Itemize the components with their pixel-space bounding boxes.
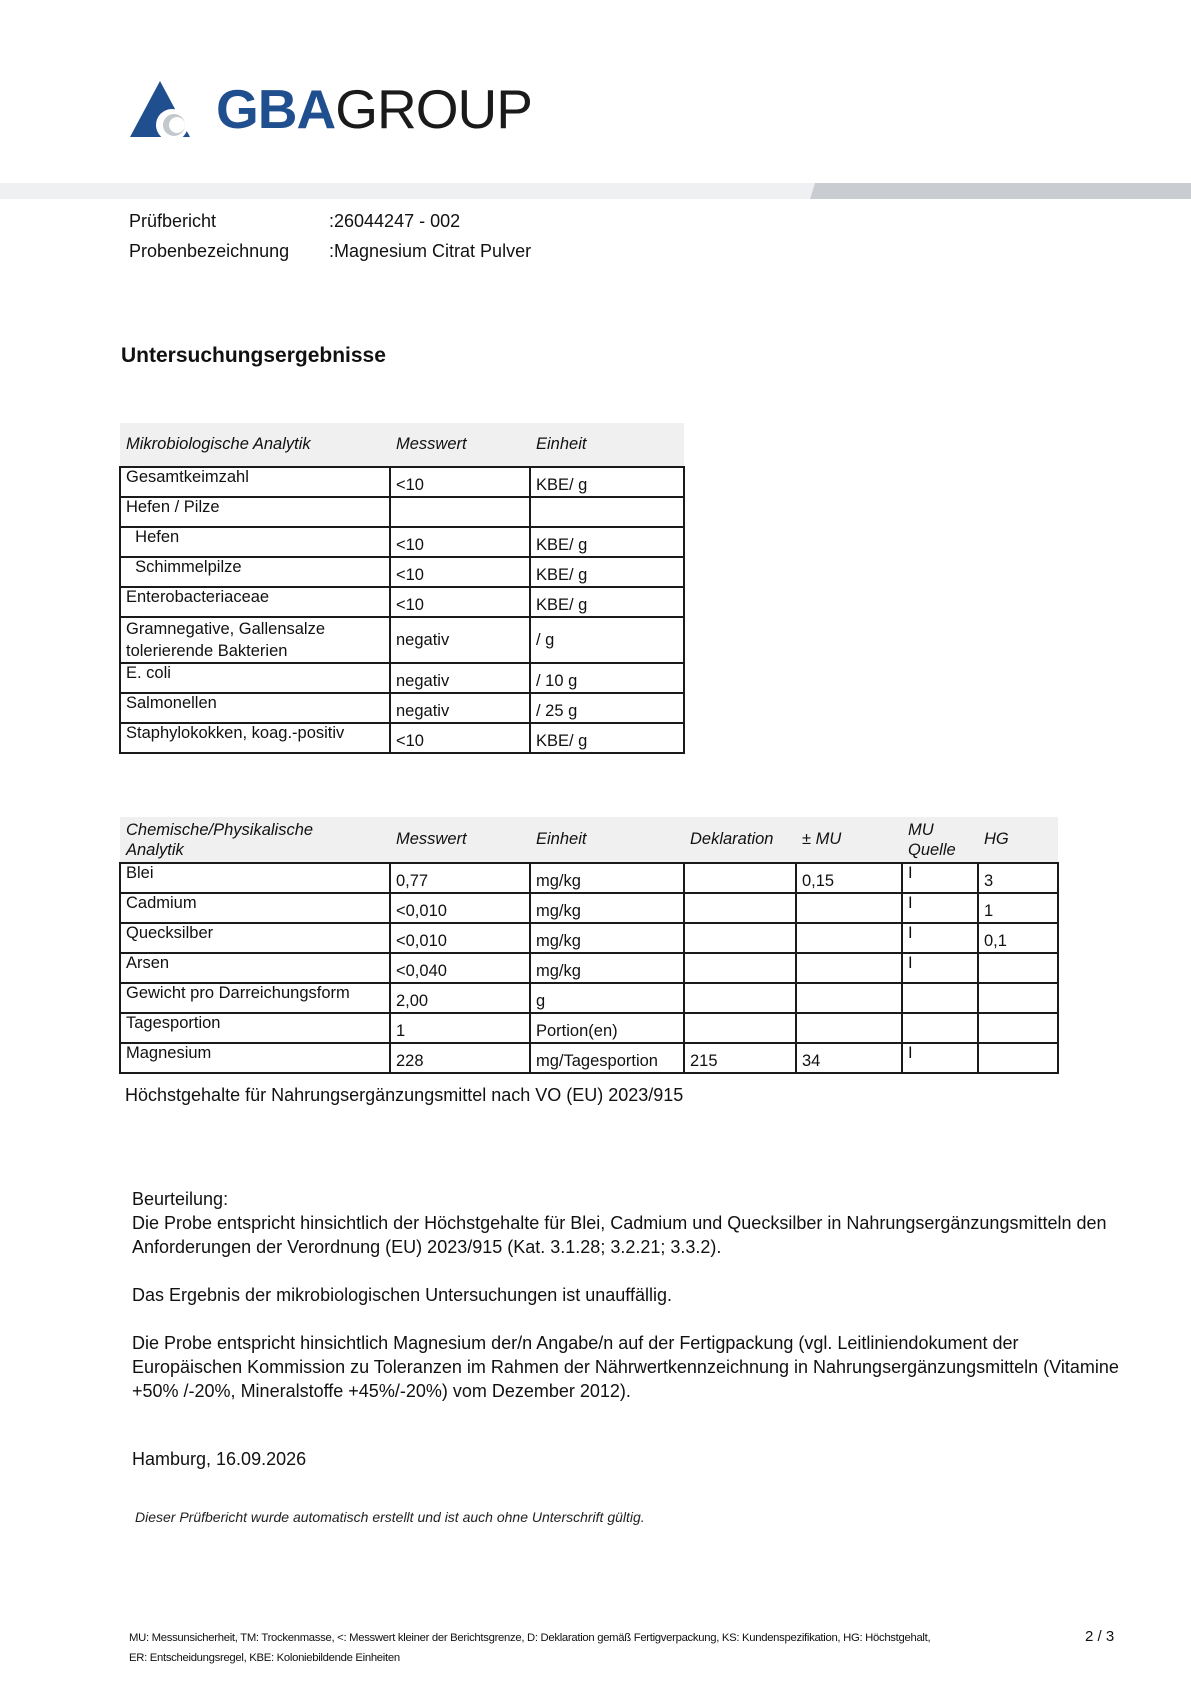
micro-name: Schimmelpilze [120,557,390,587]
assessment-paragraph-micro: Das Ergebnis der mikrobiologischen Untersuchungen ist unauffällig. [132,1285,672,1305]
chem-unit: mg/kg [530,923,684,953]
chem-source: I [902,953,978,983]
chem-unit: mg/kg [530,953,684,983]
micro-name: Gesamtkeimzahl [120,467,390,497]
micro-name: Staphylokokken, koag.-positiv [120,723,390,753]
micro-value: <10 [390,557,530,587]
chem-unit: mg/kg [530,863,684,893]
report-number-value: :26044247 - 002 [329,211,461,231]
chem-header-mu: ± MU [796,817,902,863]
micro-unit: KBE/ g [530,587,684,617]
chem-value: <0,040 [390,953,530,983]
chem-source: I [902,893,978,923]
table-row [120,693,684,723]
chem-hg [978,1043,1058,1073]
report-number-label: Prüfbericht [129,211,217,231]
chem-source: I [902,863,978,893]
micro-value: negativ [390,663,530,693]
table-row [120,953,1058,983]
footer-legend-line1: MU: Messunsicherheit, TM: Trockenmasse, <: Messwert kleiner der Berichtsgrenze, D: Deklaration gemäß Fertigverpackung, KS: Kundenspezifikation, HG: Höchstgehalt, [129,1632,931,1644]
chem-value: 0,77 [390,863,530,893]
chem-mu [796,983,902,1013]
chem-declaration [684,983,796,1013]
gba-logo-icon [130,79,202,139]
chem-unit: mg/Tagesportion [530,1043,684,1073]
chem-header-source [902,817,978,863]
chem-header-analysis-line1: Chemische/Physikalische [126,820,314,839]
chem-mu [796,923,902,953]
micro-unit: KBE/ g [530,467,684,497]
table-row [120,863,1058,893]
micro-unit: / 10 g [530,663,684,693]
micro-unit [530,497,684,527]
sample-name-row [129,240,629,262]
chem-hg [978,1013,1058,1043]
max-levels-note: Höchstgehalte für Nahrungsergänzungsmittel nach VO (EU) 2023/915 [125,1085,684,1105]
section-title: Untersuchungsergebnisse [121,344,386,367]
chem-name: Blei [120,863,390,893]
chem-header-hg: HG [978,817,1058,863]
micro-header-unit: Einheit [530,423,684,467]
chem-table [119,817,1059,1074]
chem-hg: 1 [978,893,1058,923]
chem-mu [796,893,902,923]
table-row [120,723,684,753]
chem-name: Arsen [120,953,390,983]
micro-value: negativ [390,693,530,723]
chem-header-source-line2: Quelle [908,840,956,859]
table-row [120,893,1058,923]
chem-header-row [120,817,1058,863]
micro-value: <10 [390,587,530,617]
table-row [120,587,684,617]
micro-name-line1: Gramnegative, Gallensalze [126,620,326,638]
chem-declaration [684,893,796,923]
chem-name: Quecksilber [120,923,390,953]
chem-source [902,983,978,1013]
chem-value: 228 [390,1043,530,1073]
micro-name: Hefen / Pilze [120,497,390,527]
chem-mu: 34 [796,1043,902,1073]
micro-header-analysis: Mikrobiologische Analytik [120,423,390,467]
chem-header-value: Messwert [390,817,530,863]
chem-declaration [684,923,796,953]
logo-text-bold: GBA [216,78,336,140]
chem-hg: 3 [978,863,1058,893]
chem-declaration [684,953,796,983]
chem-unit: mg/kg [530,893,684,923]
sample-name-value: :Magnesium Citrat Pulver [329,241,532,261]
sample-name-label: Probenbezeichnung [129,241,290,261]
header-stripe [0,183,1191,199]
micro-name-line2: tolerierende Bakterien [126,642,288,660]
table-row [120,663,684,693]
auto-generated-note: Dieser Prüfbericht wurde automatisch erstellt und ist auch ohne Unterschrift gültig. [135,1509,645,1525]
micro-table [119,423,685,754]
chem-header-source-line1: MU [908,820,934,839]
table-row [120,1043,1058,1073]
logo-text-regular: GROUP [335,78,532,140]
footer-legend-line2: ER: Entscheidungsregel, KBE: Koloniebildende Einheiten [129,1652,400,1664]
table-row [120,1013,1058,1043]
chem-header-unit: Einheit [530,817,684,863]
chem-name: Cadmium [120,893,390,923]
chem-value: <0,010 [390,893,530,923]
chem-mu: 0,15 [796,863,902,893]
micro-name: Salmonellen [120,693,390,723]
chem-name: Tagesportion [120,1013,390,1043]
micro-value: <10 [390,723,530,753]
table-row [120,527,684,557]
chem-value: <0,010 [390,923,530,953]
table-row [120,617,684,663]
micro-value [390,497,530,527]
micro-name: Hefen [120,527,390,557]
company-logo [130,78,532,140]
assessment-paragraph-magnesium: Die Probe entspricht hinsichtlich Magnesium der/n Angabe/n auf der Fertigpackung (vgl. Leitliniendokument der Europäischen Kommission zu Toleranzen im Rahmen der Nährwertkennzeichnung in Nahrungsergänzungsmitteln (Vitamine +50% /-20%, Mineralstoffe +45%/-20%) vom Dezember 2012). [132,1333,1119,1401]
chem-unit: Portion(en) [530,1013,684,1043]
chem-name: Gewicht pro Darreichungsform [120,983,390,1013]
micro-unit: KBE/ g [530,557,684,587]
chem-header-analysis [120,817,390,863]
micro-value: <10 [390,527,530,557]
micro-unit: KBE/ g [530,723,684,753]
micro-unit: / g [530,617,684,663]
chem-name: Magnesium [120,1043,390,1073]
assessment-block [132,1187,1132,1427]
micro-unit: KBE/ g [530,527,684,557]
table-row [120,557,684,587]
chem-mu [796,953,902,983]
table-row [120,497,684,527]
assessment-paragraph-metals: Die Probe entspricht hinsichtlich der Höchstgehalte für Blei, Cadmium und Quecksilber in Nahrungsergänzungsmitteln den Anforderungen der Verordnung (EU) 2023/915 (Kat. 3.1.28; 3.2.21; 3.3.2). [132,1213,1107,1257]
chem-hg [978,983,1058,1013]
chem-declaration [684,863,796,893]
micro-unit: / 25 g [530,693,684,723]
chem-hg: 0,1 [978,923,1058,953]
chem-value: 2,00 [390,983,530,1013]
micro-header-value: Messwert [390,423,530,467]
table-row [120,923,1058,953]
chem-mu [796,1013,902,1043]
chem-source [902,1013,978,1043]
chem-source: I [902,1043,978,1073]
chem-header-declaration: Deklaration [684,817,796,863]
micro-value: negativ [390,617,530,663]
chem-declaration [684,1013,796,1043]
table-row [120,983,1058,1013]
assessment-heading: Beurteilung: [132,1189,229,1209]
chem-source: I [902,923,978,953]
chem-value: 1 [390,1013,530,1043]
micro-header-row [120,423,684,467]
chem-hg [978,953,1058,983]
chem-header-analysis-line2: Analytik [126,840,184,859]
micro-name: Enterobacteriaceae [120,587,390,617]
micro-value: <10 [390,467,530,497]
page-number: 2 / 3 [1085,1628,1115,1645]
micro-name [120,617,390,663]
report-number-row [129,210,629,232]
chem-unit: g [530,983,684,1013]
micro-name: E. coli [120,663,390,693]
table-row [120,467,684,497]
chem-declaration: 215 [684,1043,796,1073]
footer-legend [129,1628,930,1668]
place-date: Hamburg, 16.09.2026 [132,1449,307,1469]
